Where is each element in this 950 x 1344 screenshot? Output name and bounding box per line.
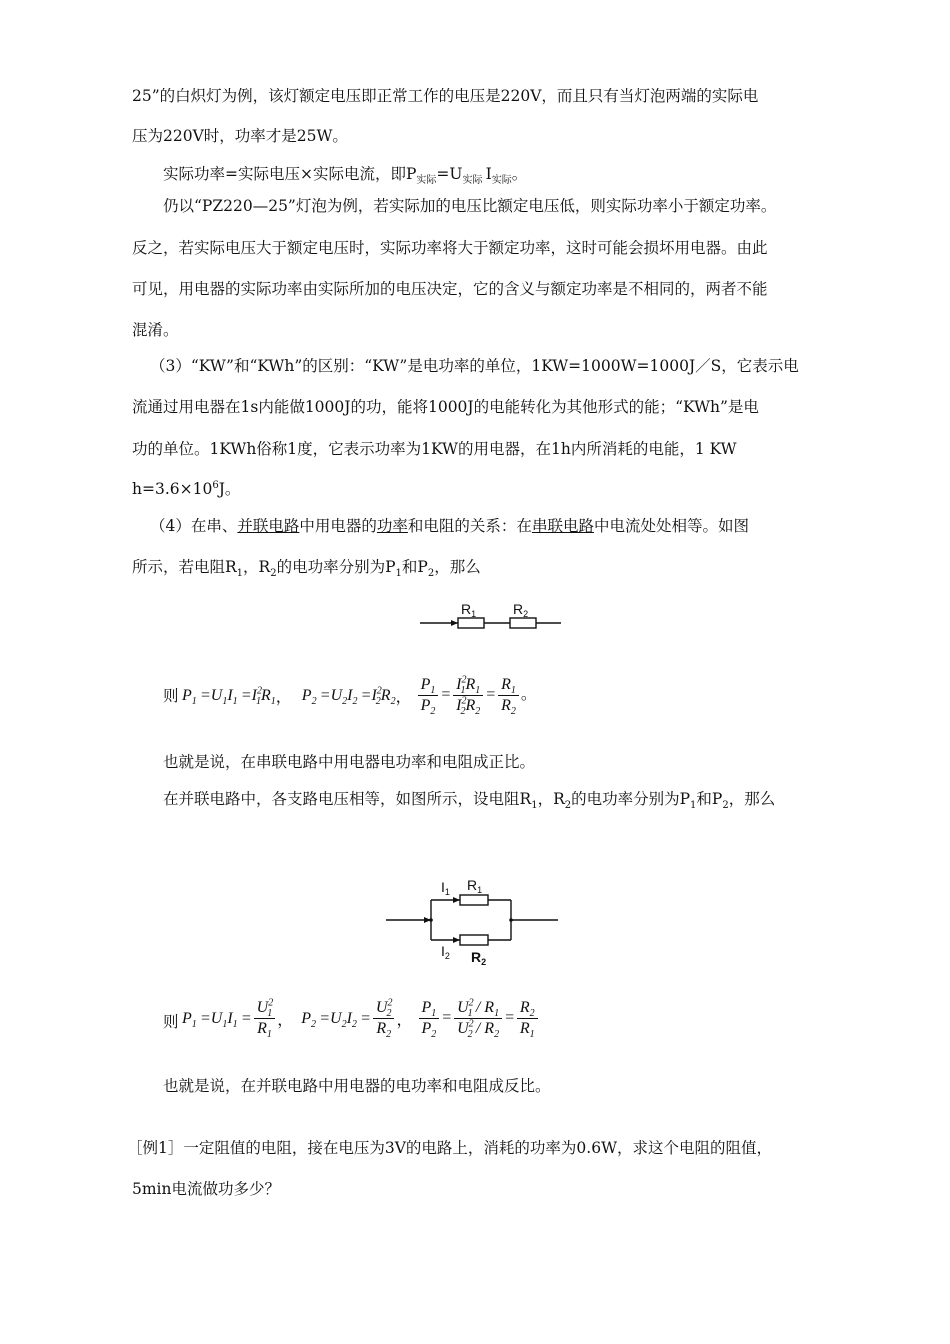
ze-label: 则 <box>163 687 179 705</box>
series-power-equation: $P_1 =U_1I_1 =I^2_1R_1$， $P_2 =U_2I_2 =I^2_2R_2$， $\frac{P_1}{P_2}$ = $\frac{I^2_1R_1}{I^2_2R_2}$ = $\frac{R_1}{R_2}$ 。 <box>182 674 537 718</box>
paragraph-line: 所示，若电阻$R_1$，$R_2$的电功率分别为$P_1$和$P_2$，那么 <box>132 558 481 580</box>
paragraph-line: （3）“KW”和“KWh”的区别：“KW”是电功率的单位，1KW=1000W=1000J／S，它表示电 <box>150 357 799 375</box>
svg-text:R2: $R_2$ <box>471 949 487 967</box>
svg-text:I2: $I_2$ <box>441 943 450 961</box>
ze-label: 则 <box>163 1013 179 1031</box>
svg-text:I1: $I_1$ <box>441 879 450 897</box>
resistor-r2 <box>460 935 488 945</box>
example-question: 5min电流做功多少？ <box>132 1180 280 1198</box>
parallel-power-equation: $P_1 =U_1I_1$ = $\frac{U^2_1}{R_1}$ ， $P_2 =U_2I_2$ = $\frac{U^2_2}{R_2}$ ， $\frac{P_1}{P_2}$ = $\frac{U^2_1 / R_1}{U^2_2 / R_2}$ = $\frac{R_2}{R_1}$ <box>182 998 540 1039</box>
paragraph-line: 25”的白炽灯为例，该灯额定电压即正常工作的电压是220V，而且只有当灯泡两端的实际电 <box>132 87 759 105</box>
paragraph-line: 也就是说，在串联电路中用电器电功率和电阻成正比。 <box>163 753 536 771</box>
paragraph-line: 压为220V时，功率才是25W。 <box>132 127 348 145</box>
paragraph-line: 可见，用电器的实际功率由实际所加的电压决定，它的含义与额定功率是不相同的，两者不能 <box>132 280 768 298</box>
svg-text:R1: $R_1$ <box>467 877 483 895</box>
paragraph-line: 仍以“PZ220—25”灯泡为例，若实际加的电压比额定电压低，则实际功率小于额定功率。 <box>163 197 777 215</box>
paragraph-line: 功的单位。1KWh俗称1度，它表示功率为1KW的用电器，在1h内所消耗的电能，1 KW <box>132 440 737 458</box>
resistor-r2 <box>510 618 536 628</box>
svg-text:R1: $R_1$ <box>461 601 477 619</box>
svg-text:R2: $R_2$ <box>513 601 529 619</box>
paragraph-line: 也就是说，在并联电路中用电器的电功率和电阻成反比。 <box>163 1077 551 1095</box>
paragraph-line: 流通过用电器在1s内能做1000J的功，能将1000J的电能转化为其他形式的能；“KWh”是电 <box>132 398 759 416</box>
paragraph-line: （4）在串、并联电路中用电器的功率和电阻的关系：在串联电路中电流处处相等。如图 <box>150 517 749 535</box>
paragraph-line: 实际功率=实际电压×实际电流，即$P_{实际}=U_{实际}$ $I_{实际}$。 <box>163 165 528 187</box>
resistor-r1 <box>460 895 488 905</box>
paragraph-line: 反之，若实际电压大于额定电压时，实际功率将大于额定功率，这时可能会损坏用电器。由此 <box>132 239 768 257</box>
paragraph-line: 在并联电路中，各支路电压相等，如图所示，设电阻$R_1$，$R_2$的电功率分别为$P_1$和$P_2$，那么 <box>163 790 776 812</box>
example-question: ［例1］一定阻值的电阻，接在电压为3V的电路上，消耗的功率为0.6W，求这个电阻的阻值， <box>127 1139 773 1157</box>
series-circuit-diagram <box>415 597 565 637</box>
paragraph-line: $h=3.6\times 10^6J$。 <box>132 479 241 498</box>
parallel-circuit-diagram <box>383 870 563 970</box>
resistor-r1 <box>458 618 484 628</box>
paragraph-line: 混淆。 <box>132 321 179 339</box>
